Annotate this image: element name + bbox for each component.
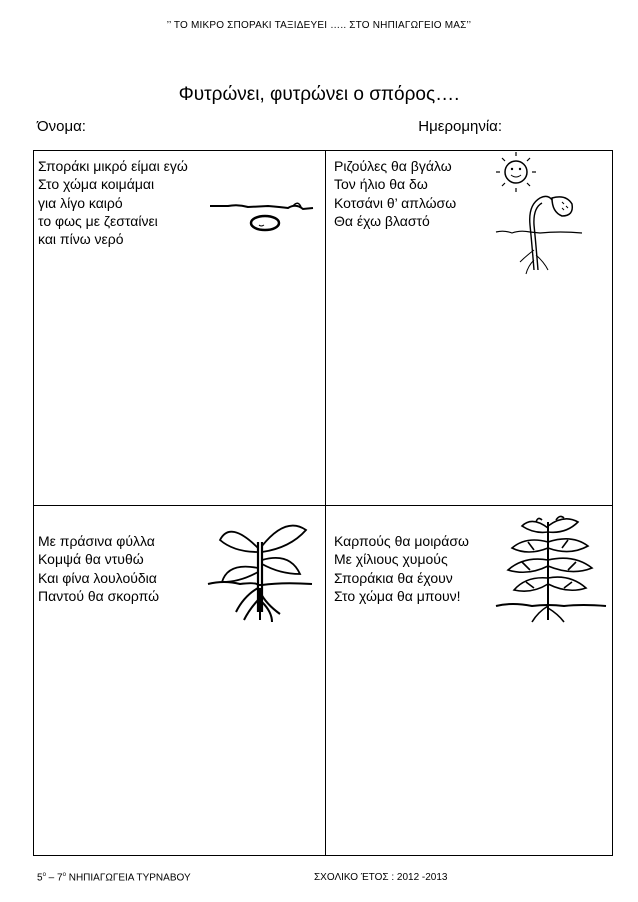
footer-school-name: ΝΗΠΙΑΓΩΓΕΙΑ ΤΥΡΝΑΒΟΥ xyxy=(65,872,191,884)
name-label: Όνομα: xyxy=(37,118,86,135)
footer-number: 5 xyxy=(37,872,43,884)
poem-line: Κομψά θα ντυθώ xyxy=(38,551,144,568)
poem-line: Σποράκι μικρό είμαι εγώ xyxy=(38,158,188,174)
poem-cell-1 xyxy=(38,157,188,248)
grid-horizontal-divider xyxy=(33,505,613,506)
poem-line: Σποράκια θα έχουν xyxy=(334,569,453,586)
footer-number: – 7 xyxy=(45,872,63,884)
poem-line: Καρπούς θα μοιράσω xyxy=(334,533,469,549)
poem-line: Στο χώμα κοιμάμαι xyxy=(38,176,155,193)
footer-ordinal: ο xyxy=(42,872,46,878)
poem-line: Με πράσινα φύλλα xyxy=(38,533,155,549)
poem-cell-4 xyxy=(334,532,469,605)
grid-vertical-divider xyxy=(325,150,326,856)
mature-plant-icon xyxy=(492,512,610,624)
date-label: Ημερομηνία: xyxy=(418,118,502,135)
poem-line: Θα έχω βλαστό xyxy=(334,212,430,229)
poem-line: για λίγο καιρό xyxy=(38,194,123,211)
footer-schools xyxy=(37,872,191,883)
poem-line: Τον ήλιο θα δω xyxy=(334,176,428,193)
poem-line: Ριζούλες θα βγάλω xyxy=(334,158,452,174)
poem-cell-3 xyxy=(38,532,159,605)
poem-line: Παντού θα σκορπώ xyxy=(38,587,160,604)
poem-line: Και φίνα λουλούδια xyxy=(38,569,157,586)
poem-cell-2 xyxy=(334,157,456,230)
page-header: ’’ ΤΟ ΜΙΚΡΟ ΣΠΟΡΑΚΙ ΤΑΞΙΔΕΥΕΙ ….. ΣΤΟ ΝΗΠΙΑΓΩΓΕΙΟ ΜΑΣ’’ xyxy=(166,20,472,31)
poem-line: Στο χώμα θα μπουν! xyxy=(334,587,461,604)
poem-line: Με χίλιους χυμούς xyxy=(334,551,448,568)
poem-line: και πίνω νερό xyxy=(38,231,124,248)
footer-school-year: ΣΧΟΛΙΚΟ ΈΤΟΣ : 2012 -2013 xyxy=(314,872,448,883)
footer-ordinal: ο xyxy=(62,872,66,878)
poem-line: Κοτσάνι θ’ απλώσω xyxy=(334,194,457,211)
poem-line: το φως με ζεσταίνει xyxy=(38,212,158,229)
seed-in-soil-icon xyxy=(208,192,318,237)
page-title: Φυτρώνει, φυτρώνει ο σπόρος…. xyxy=(178,84,460,105)
young-plant-icon xyxy=(200,512,322,624)
sprout-with-sun-icon xyxy=(490,150,590,278)
